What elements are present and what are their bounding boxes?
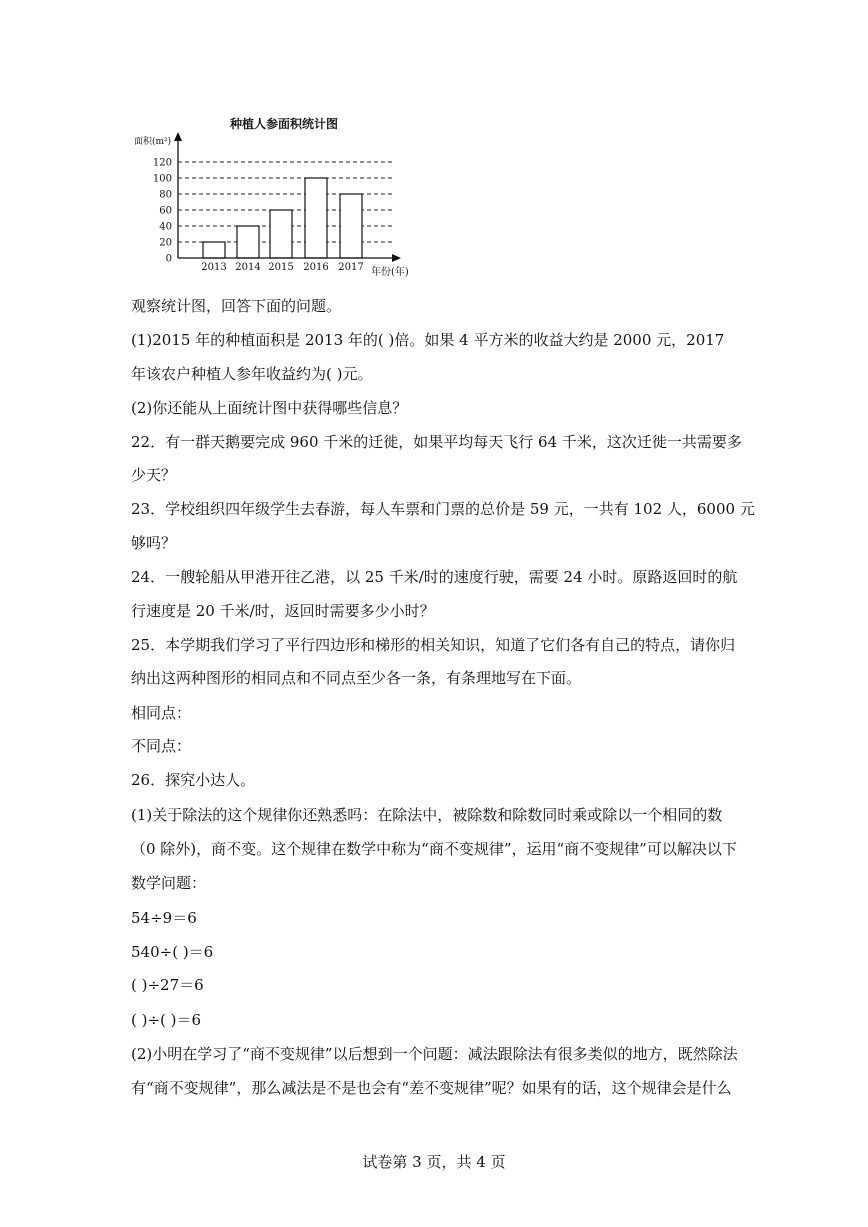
y-tick-label: 20 bbox=[159, 237, 172, 249]
x-tick-label: 2015 bbox=[268, 262, 294, 273]
text-line: 540÷( )＝6 bbox=[131, 943, 214, 961]
x-tick-label: 2017 bbox=[338, 262, 364, 273]
y-tick-label: 60 bbox=[159, 205, 172, 217]
x-tick-label: 2016 bbox=[303, 262, 329, 273]
chart-title: 种植人参面积统计图 bbox=[230, 117, 339, 131]
y-axis-label: 面积(m²) bbox=[134, 137, 172, 147]
y-tick-label: 40 bbox=[159, 221, 172, 233]
text-line: （0 除外)，商不变。这个规律在数学中称为“商不变规律”，运用“商不变规律”可以解决以下 bbox=[131, 840, 737, 858]
text-line: (1)关于除法的这个规律你还熟悉吗：在除法中，被除数和除数同时乘或除以一个相同的数 bbox=[131, 806, 723, 824]
text-line: ( )÷( )＝6 bbox=[131, 1011, 202, 1029]
text-line: 数学问题： bbox=[131, 874, 207, 892]
x-axis-label: 年份(年) bbox=[371, 267, 409, 278]
text-line: 观察统计图，回答下面的问题。 bbox=[131, 297, 342, 315]
x-tick-label: 2014 bbox=[235, 262, 261, 273]
bar-2016 bbox=[305, 178, 327, 258]
y-axis-arrow bbox=[174, 132, 182, 141]
text-line: 行速度是 20 千米/时，返回时需要多少小时？ bbox=[131, 602, 435, 620]
text-line: 少天？ bbox=[131, 466, 177, 484]
text-line: 有“商不变规律”，那么减法是不是也会有“差不变规律”呢？如果有的话，这个规律会是什么 bbox=[131, 1079, 732, 1097]
text-line: 不同点： bbox=[131, 737, 192, 755]
text-line: (2)你还能从上面统计图中获得哪些信息？ bbox=[131, 399, 408, 417]
text-line: 相同点： bbox=[131, 704, 192, 722]
text-line: 26．探究小达人。 bbox=[131, 771, 256, 789]
bar-2013 bbox=[203, 242, 225, 258]
y-tick-label: 120 bbox=[152, 157, 172, 169]
text-line: 24．一艘轮船从甲港开往乙港，以 25 千米/时的速度行驶，需要 24 小时。原路返回时的航 bbox=[131, 568, 738, 586]
text-line: 年该农户种植人参年收益约为( )元。 bbox=[131, 365, 373, 383]
text-line: ( )÷27＝6 bbox=[131, 976, 204, 994]
text-line: (1)2015 年的种植面积是 2013 年的( )倍。如果 4 平方米的收益大约是 2000 元，2017 bbox=[131, 331, 725, 349]
text-line: 54÷9＝6 bbox=[131, 909, 197, 927]
x-axis-arrow bbox=[392, 254, 401, 262]
text-line: 22．有一群天鹅要完成 960 千米的迁徙，如果平均每天飞行 64 千米，这次迁徙一共需要多 bbox=[131, 433, 742, 451]
text-line: (2)小明在学习了“商不变规律”以后想到一个问题：减法跟除法有很多类似的地方，既然除法 bbox=[131, 1045, 738, 1063]
text-line: 够吗？ bbox=[131, 534, 177, 552]
bar-2017 bbox=[340, 194, 362, 258]
y-tick-label: 80 bbox=[159, 189, 172, 201]
area-bar-chart bbox=[128, 108, 428, 283]
y-tick-label: 0 bbox=[165, 253, 172, 265]
page-footer: 试卷第 3 页，共 4 页 bbox=[362, 1153, 506, 1171]
text-line: 23．学校组织四年级学生去春游，每人车票和门票的总价是 59 元，一共有 102 人，6000 元 bbox=[131, 500, 755, 518]
bar-2014 bbox=[237, 226, 259, 258]
x-tick-label: 2013 bbox=[201, 262, 227, 273]
text-line: 纳出这两种图形的相同点和不同点至少各一条，有条理地写在下面。 bbox=[131, 669, 582, 687]
y-tick-label: 100 bbox=[152, 173, 172, 185]
text-line: 25．本学期我们学习了平行四边形和梯形的相关知识，知道了它们各有自己的特点，请你归 bbox=[131, 636, 736, 654]
bar-2015 bbox=[270, 210, 292, 258]
